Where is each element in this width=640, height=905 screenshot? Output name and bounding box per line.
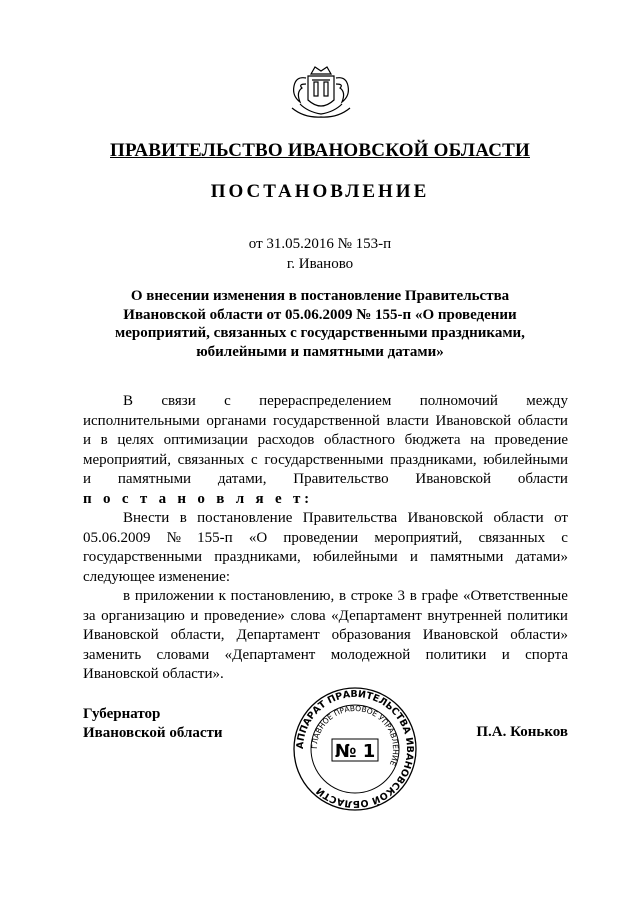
- title-line: юбилейными и памятными датами»: [196, 343, 444, 360]
- body-line: государственными праздниками, юбилейными и памятными датами»: [83, 549, 568, 565]
- body-line: и памятными датами, Правительство Ивановской области: [83, 471, 568, 487]
- stamp-inner-text: ГЛАВНОЕ ПРАВОВОЕ УПРАВЛЕНИЕ: [309, 703, 401, 768]
- official-stamp: [292, 686, 418, 812]
- body-line: Внести в постановление Правительства Ивановской области от: [123, 510, 568, 526]
- coat-of-arms-icon: [288, 62, 354, 118]
- body-line: Ивановской области».: [83, 666, 224, 682]
- signatory-name: П.А. Коньков: [476, 724, 568, 740]
- title-line: Ивановской области от 05.06.2009 № 155-п «О проведении: [123, 306, 517, 323]
- body-line: мероприятий, связанных с государственными праздниками, юбилейными: [83, 451, 568, 468]
- body-line: в приложении к постановлению, в строке 3 в графе «Ответственные: [123, 588, 568, 604]
- body-line: и в целях оптимизации расходов областного бюджета на проведение: [83, 432, 568, 448]
- resolves-keyword: п о с т а н о в л я е т:: [83, 490, 313, 507]
- body-line: Ивановской области, Департамент образования Ивановской области»: [83, 627, 568, 643]
- title-line: О внесении изменения в постановление Правительства: [130, 288, 510, 304]
- document-body: [83, 392, 568, 685]
- signatory-position: [83, 705, 223, 743]
- stamp-ring-text: АППАРАТ ПРАВИТЕЛЬСТВА ИВАНОВСКОЙ ОБЛАСТИ: [294, 688, 416, 810]
- body-line: исполнительными органами государственной власти Ивановской области: [83, 412, 568, 429]
- organization-name: ПРАВИТЕЛЬСТВО ИВАНОВСКОЙ ОБЛАСТИ: [110, 140, 530, 161]
- body-line: следующее изменение:: [83, 568, 231, 585]
- body-line: заменить словами «Департамент молодежной политики и спорта: [83, 646, 568, 663]
- body-line: за организацию и проведение» слова «Департамент внутренней политики: [83, 607, 568, 624]
- document-type: ПОСТАНОВЛЕНИЕ: [210, 181, 430, 202]
- position-line: Ивановской области: [83, 725, 223, 741]
- position-line: Губернатор: [83, 706, 161, 722]
- stamp-number: № 1: [334, 741, 376, 762]
- title-line: мероприятий, связанных с государственными праздниками,: [115, 325, 525, 341]
- city: г. Иваново: [286, 256, 354, 272]
- body-line: В связи с перераспределением полномочий между: [123, 393, 568, 409]
- date-number: от 31.05.2016 № 153-п: [248, 236, 392, 252]
- document-title: [95, 287, 545, 361]
- body-line: 05.06.2009 № 155-п «О проведении мероприятий, связанных с: [83, 529, 568, 546]
